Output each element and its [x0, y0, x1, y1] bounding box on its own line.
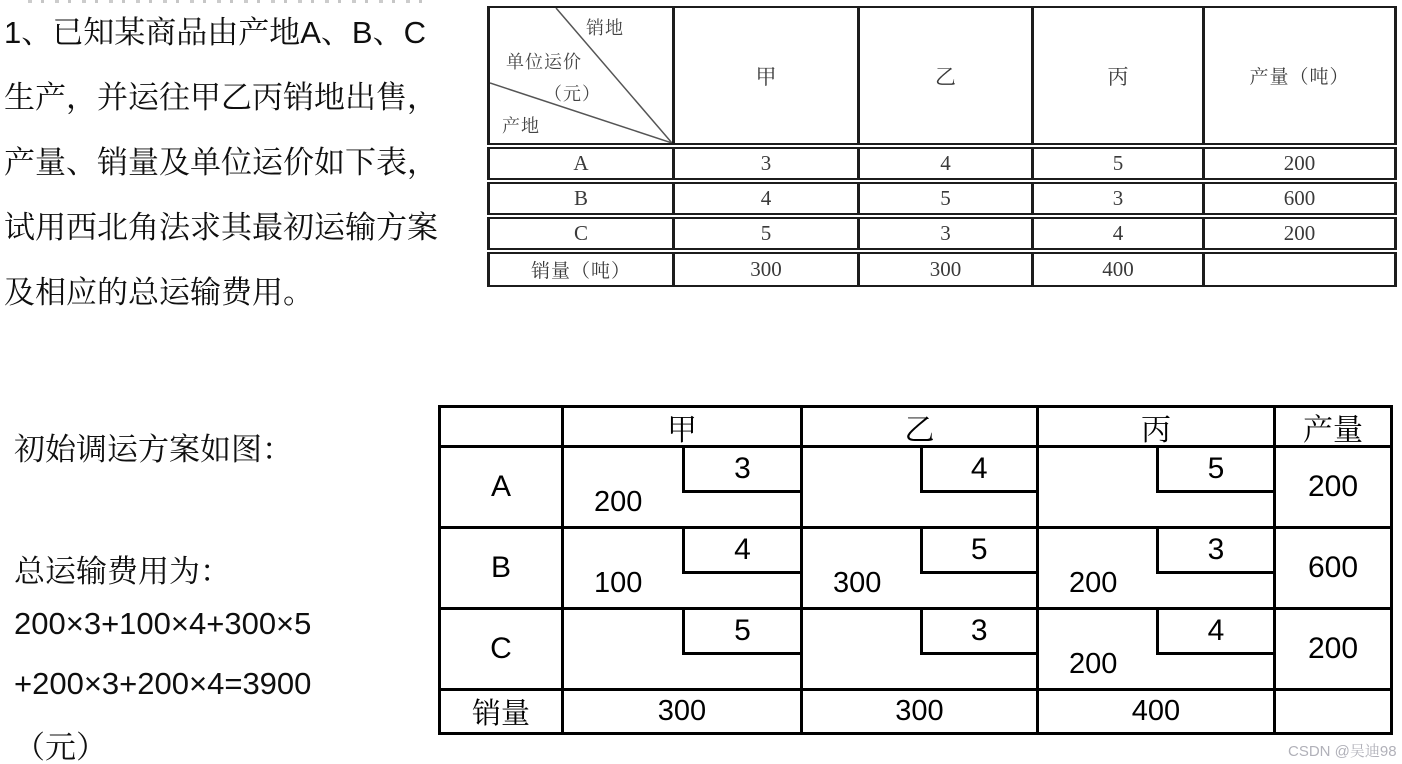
- demand-cell: 300: [857, 254, 1031, 285]
- cost-box: [1156, 529, 1273, 574]
- row-label: C: [573, 221, 588, 245]
- cost-value: 3: [970, 614, 988, 647]
- col-header-yi: 乙: [857, 8, 1031, 143]
- demand-cell: 300: [672, 254, 857, 285]
- plan-demand-label: 销量: [441, 688, 561, 732]
- row-label: A: [573, 151, 589, 175]
- plan-cell-a-jia: [561, 445, 800, 526]
- cost-value: 3: [1207, 533, 1225, 566]
- col-header-jia: 甲: [672, 8, 857, 143]
- watermark: CSDN @吴迪98: [1288, 743, 1397, 760]
- cost-box: [920, 610, 1037, 655]
- problem-line-4: 试用西北角法求其最初运输方案: [4, 210, 438, 245]
- cost-cell: 4: [857, 149, 1031, 178]
- supply-cell: 200: [1202, 149, 1394, 178]
- supply-cell: 600: [1202, 184, 1394, 213]
- col-header-supply: 产量（吨）: [1202, 8, 1394, 143]
- formula-line-1: 200×3+100×4+300×5: [14, 606, 312, 641]
- plan-cell-b-jia: [561, 526, 800, 607]
- problem-line-1: 1、已知某商品由产地A、B、C: [4, 15, 426, 50]
- cost-value: 5: [734, 614, 751, 647]
- cost-value: 5: [1207, 452, 1225, 485]
- plan-corner-empty: [441, 408, 561, 445]
- shipment-amount: 300: [833, 567, 882, 599]
- problem-line-2: 生产，并运往甲乙丙销地出售，: [4, 80, 438, 115]
- cost-box: [682, 529, 800, 574]
- unit-cost-table-header-row: [487, 6, 1397, 145]
- cost-value: 4: [734, 533, 751, 566]
- row-label: B: [573, 186, 588, 210]
- cost-cell: 5: [1031, 149, 1202, 178]
- plan-col-header-supply: 产量: [1273, 408, 1390, 445]
- demand-row: [487, 252, 1397, 287]
- cost-box: [1156, 610, 1273, 655]
- cost-box: [920, 529, 1037, 574]
- plan-cell-a-yi: [800, 445, 1036, 526]
- formula-line-3: （元）: [14, 730, 107, 764]
- col-header-bing: 丙: [1031, 8, 1202, 143]
- cost-cell: 4: [1031, 219, 1202, 248]
- caption-initial-plan: 初始调运方案如图：: [14, 432, 293, 467]
- plan-row-label-c: C: [441, 607, 561, 688]
- corner-label-unit-cost: 单位运价: [506, 52, 582, 72]
- plan-cell-a-bing: [1036, 445, 1273, 526]
- formula-line-2: +200×3+200×4=3900: [14, 666, 312, 701]
- demand-cell: 400: [1031, 254, 1202, 285]
- cost-cell: 3: [1031, 184, 1202, 213]
- cost-cell: 3: [672, 149, 857, 178]
- corner-cell: [490, 8, 672, 143]
- plan-supply-a: 200: [1273, 445, 1390, 526]
- cost-row-b: [487, 182, 1397, 215]
- plan-cell-b-yi: [800, 526, 1036, 607]
- problem-statement: [4, 0, 484, 325]
- cost-cell: 5: [672, 219, 857, 248]
- cost-value: 4: [970, 452, 988, 485]
- problem-line-5: 及相应的总运输费用。: [4, 275, 314, 310]
- shipment-amount: 200: [1069, 567, 1118, 599]
- cost-cell: 3: [857, 219, 1031, 248]
- plan-cell-c-bing: [1036, 607, 1273, 688]
- unit-cost-table: [487, 6, 1397, 287]
- cost-box: [682, 610, 800, 655]
- plan-supply-b: 600: [1273, 526, 1390, 607]
- corner-label-destination: 销地: [586, 18, 624, 38]
- demand-cell-empty: [1202, 254, 1394, 285]
- cost-cell: 5: [857, 184, 1031, 213]
- cost-box: [920, 448, 1037, 493]
- cost-row-a: [487, 147, 1397, 180]
- corner-label-unit: （元）: [544, 84, 601, 104]
- plan-col-header-yi: 乙: [800, 408, 1036, 445]
- plan-col-header-jia: 甲: [561, 408, 800, 445]
- shipment-amount: 200: [1069, 648, 1118, 680]
- plan-demand-bing: 400: [1036, 688, 1273, 732]
- plan-demand-yi: 300: [800, 688, 1036, 732]
- plan-table: [438, 405, 1393, 735]
- plan-cell-b-bing: [1036, 526, 1273, 607]
- plan-demand-jia: 300: [561, 688, 800, 732]
- supply-cell: 200: [1202, 219, 1394, 248]
- caption-total-cost: 总运输费用为：: [14, 554, 231, 589]
- cost-row-c: [487, 217, 1397, 250]
- cost-box: [682, 448, 800, 493]
- cost-value: 5: [970, 533, 988, 566]
- demand-row-label: 销量（吨）: [530, 261, 631, 282]
- problem-line-3: 产量、销量及单位运价如下表，: [4, 145, 438, 180]
- plan-col-header-bing: 丙: [1036, 408, 1273, 445]
- cost-box: [1156, 448, 1273, 493]
- shipment-amount: 200: [594, 486, 643, 518]
- plan-cell-c-jia: [561, 607, 800, 688]
- cost-value: 3: [734, 452, 751, 485]
- plan-cell-c-yi: [800, 607, 1036, 688]
- plan-row-label-a: A: [441, 445, 561, 526]
- shipment-amount: 100: [594, 567, 643, 599]
- cost-value: 4: [1207, 614, 1225, 647]
- corner-label-origin: 产地: [502, 116, 540, 136]
- plan-supply-c: 200: [1273, 607, 1390, 688]
- plan-demand-empty: [1273, 688, 1390, 732]
- cost-cell: 4: [672, 184, 857, 213]
- plan-row-label-b: B: [441, 526, 561, 607]
